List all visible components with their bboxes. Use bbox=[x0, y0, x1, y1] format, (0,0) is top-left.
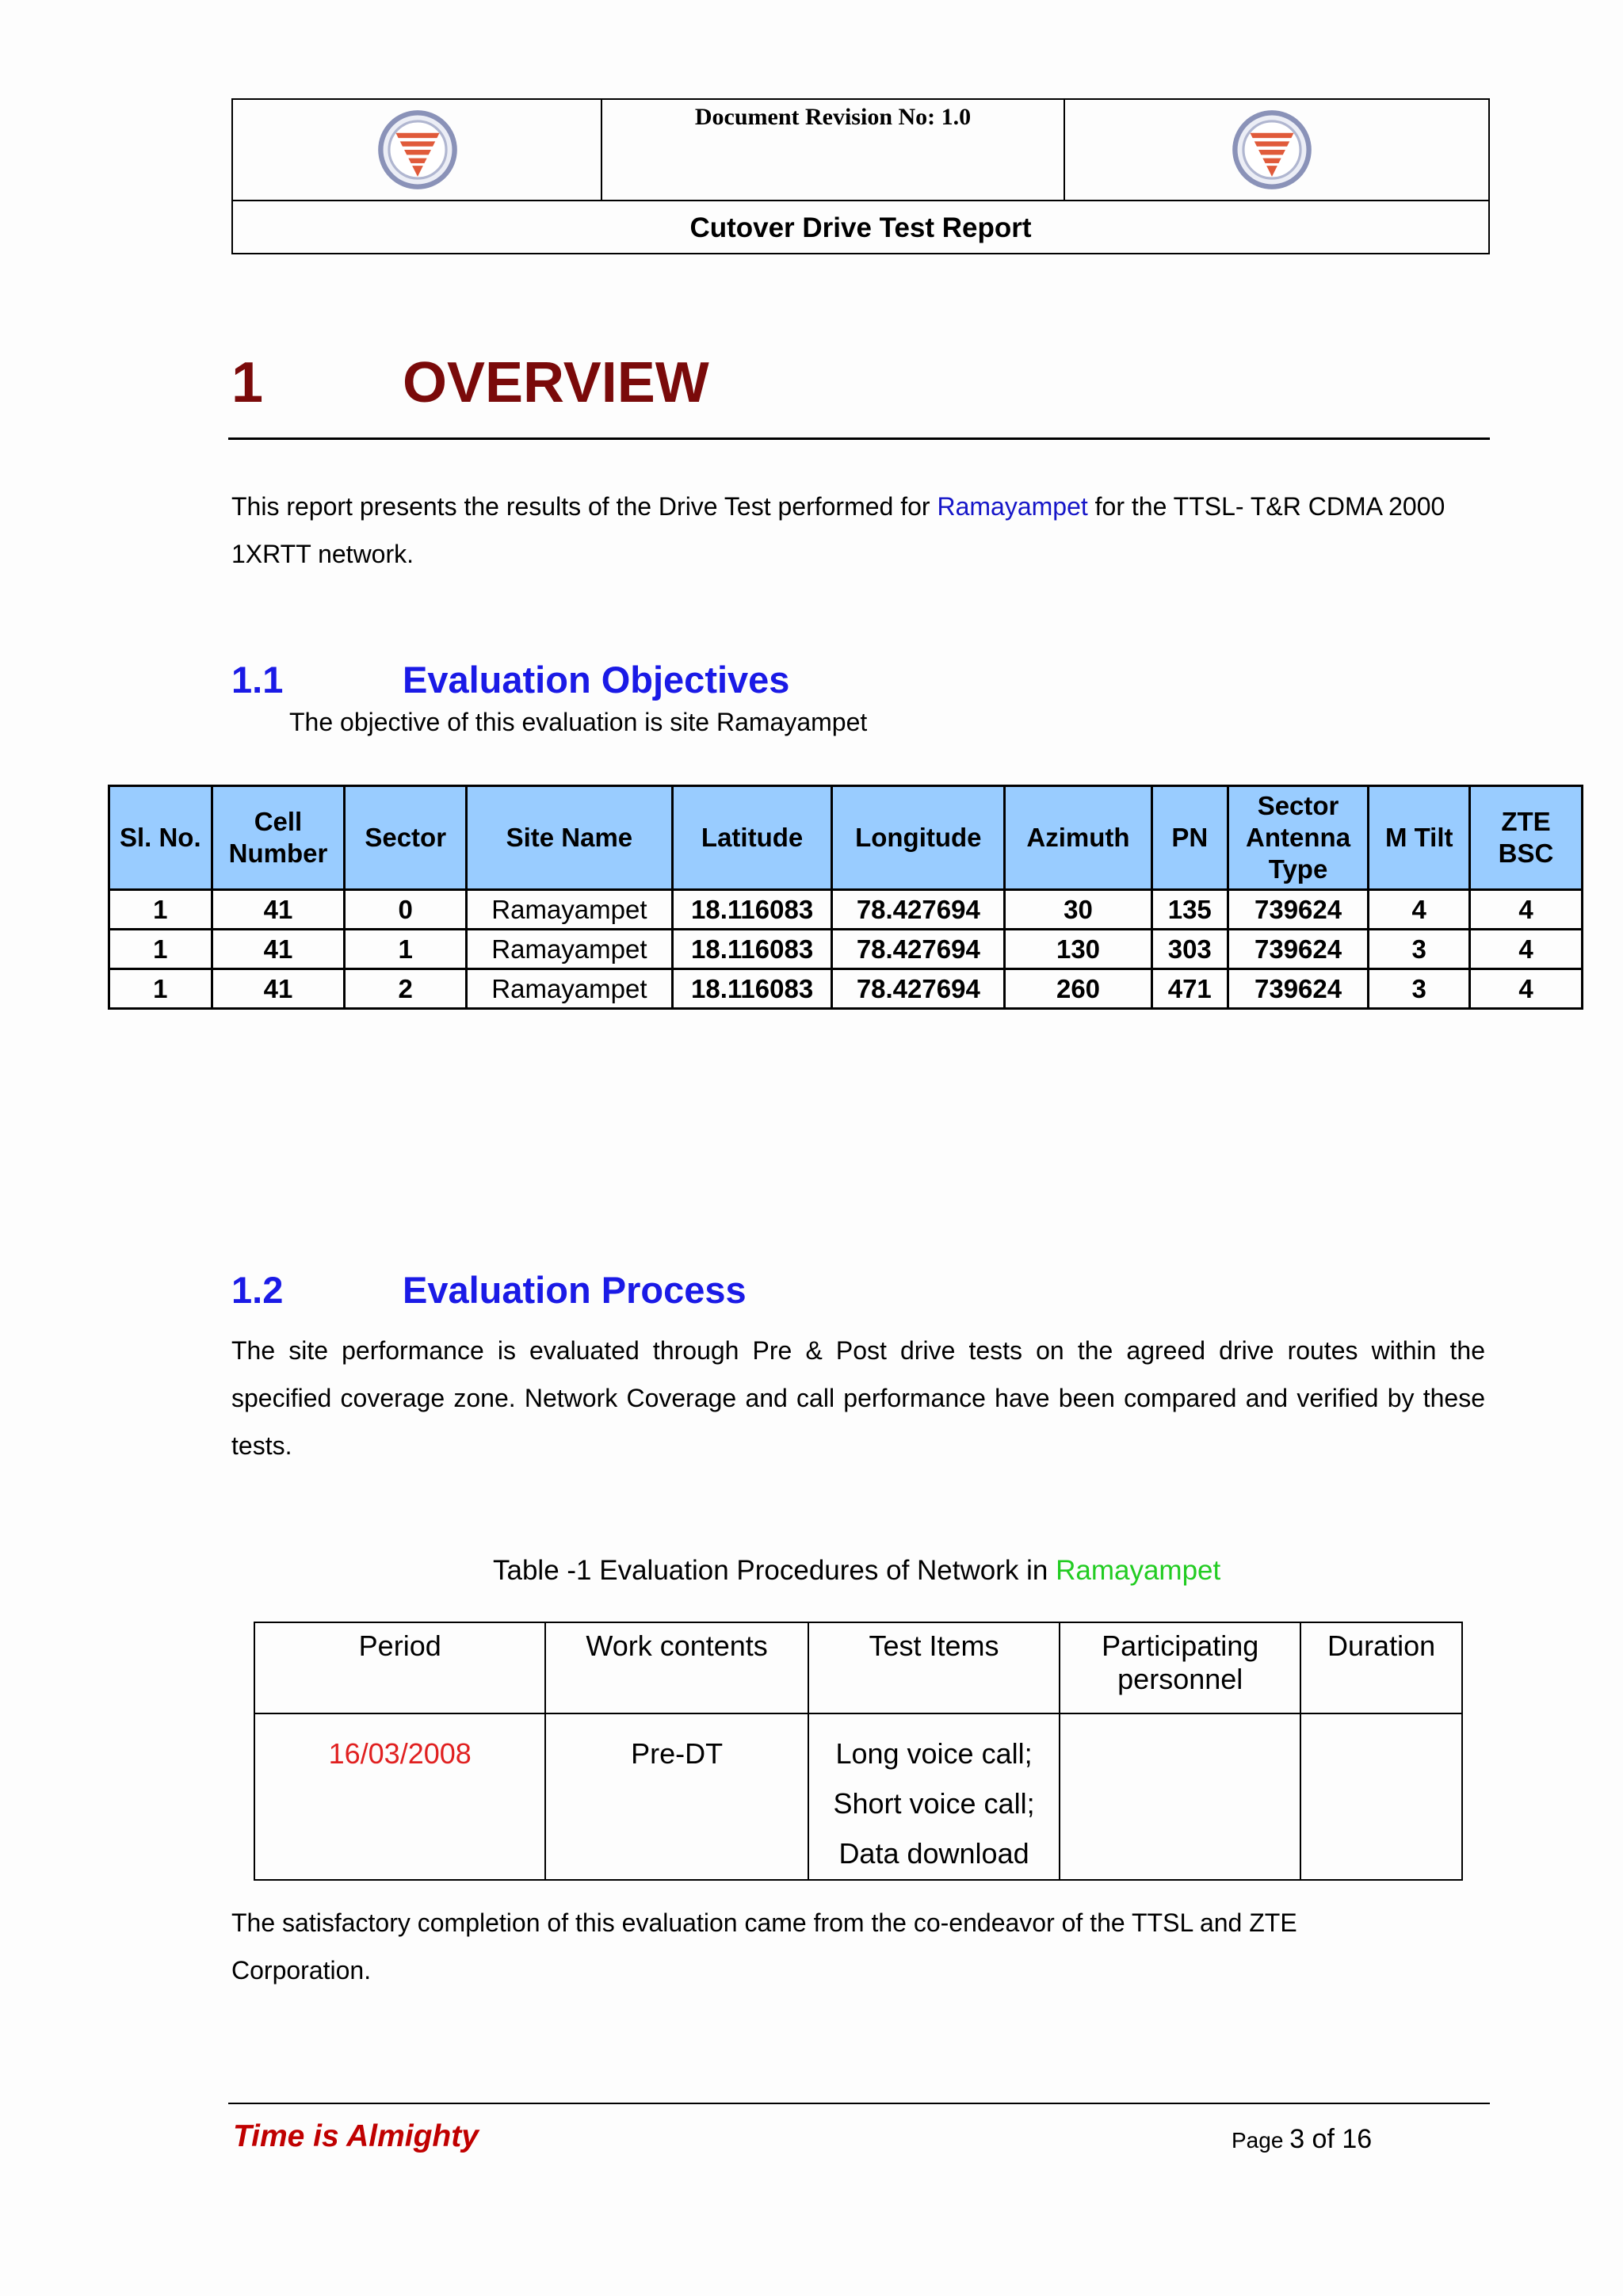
overview-text-end: for the TTSL- T&R CDMA 2000 bbox=[1087, 492, 1445, 521]
header-revision-cell bbox=[602, 100, 1065, 200]
section-1-title: OVERVIEW bbox=[403, 351, 709, 415]
overview-text-line2: 1XRTT network. bbox=[231, 540, 414, 568]
footer-divider bbox=[228, 2103, 1490, 2104]
test-item: Short voice call; bbox=[833, 1787, 1035, 1820]
page-label: Page bbox=[1232, 2128, 1284, 2153]
table-cell: 260 bbox=[1005, 969, 1152, 1009]
table-row bbox=[254, 1713, 1462, 1880]
column-header: Sl. No. bbox=[109, 786, 212, 890]
table-cell: 1 bbox=[345, 930, 467, 969]
page-number bbox=[1232, 2124, 1372, 2155]
column-header: Test Items bbox=[808, 1622, 1060, 1713]
table-cell: 3 bbox=[1369, 930, 1470, 969]
table-cell: 4 bbox=[1470, 930, 1583, 969]
table-cell: 18.116083 bbox=[672, 969, 832, 1009]
table-cell: 3 bbox=[1369, 969, 1470, 1009]
column-header: Participating personnel bbox=[1060, 1622, 1300, 1713]
column-header: ZTE BSC bbox=[1470, 786, 1583, 890]
column-header: Azimuth bbox=[1005, 786, 1152, 890]
company-logo-icon bbox=[1230, 108, 1314, 192]
table-cell: 1 bbox=[109, 890, 212, 930]
document-header bbox=[231, 98, 1490, 254]
section-1-2-title: Evaluation Process bbox=[403, 1269, 747, 1311]
column-header: Period bbox=[254, 1622, 545, 1713]
objective-text: The objective of this evaluation is site Ramayampet bbox=[289, 708, 868, 736]
table-cell: Ramayampet bbox=[467, 930, 673, 969]
table-cell: 0 bbox=[345, 890, 467, 930]
table-cell: 4 bbox=[1470, 969, 1583, 1009]
footer-motto: Time is Almighty bbox=[233, 2119, 479, 2153]
table-cell: 130 bbox=[1005, 930, 1152, 969]
column-header: PN bbox=[1151, 786, 1228, 890]
header-logo-cell-left bbox=[233, 100, 602, 200]
section-1-1-title: Evaluation Objectives bbox=[403, 659, 790, 701]
table-cell: 1 bbox=[109, 969, 212, 1009]
table-cell: 78.427694 bbox=[832, 890, 1005, 930]
column-header: Sector bbox=[345, 786, 467, 890]
table-cell: 18.116083 bbox=[672, 930, 832, 969]
table-cell: 78.427694 bbox=[832, 969, 1005, 1009]
site-parameters-table bbox=[108, 785, 1583, 1010]
column-header: Work contents bbox=[545, 1622, 808, 1713]
process-line-1: The site performance is evaluated through Pre & Post drive tests on the agreed drive routes within the bbox=[231, 1336, 1485, 1365]
column-header: Cell Number bbox=[212, 786, 345, 890]
evaluation-procedures-table bbox=[254, 1622, 1463, 1881]
table-cell: 1 bbox=[109, 930, 212, 969]
table-cell: 2 bbox=[345, 969, 467, 1009]
period-cell: 16/03/2008 bbox=[254, 1713, 545, 1880]
table-cell: 30 bbox=[1005, 890, 1152, 930]
work-contents-cell: Pre-DT bbox=[545, 1713, 808, 1880]
closing-line-2: Corporation. bbox=[231, 1956, 372, 1985]
overview-site-name: Ramayampet bbox=[937, 492, 1088, 521]
table-caption bbox=[493, 1555, 1220, 1587]
table-cell: 41 bbox=[212, 930, 345, 969]
table-cell: Ramayampet bbox=[467, 890, 673, 930]
table-cell: 78.427694 bbox=[832, 930, 1005, 969]
section-1-2-number: 1.2 bbox=[231, 1269, 284, 1311]
table-cell: 4 bbox=[1470, 890, 1583, 930]
test-items-cell bbox=[808, 1713, 1060, 1880]
caption-site-name: Ramayampet bbox=[1056, 1555, 1221, 1586]
overview-text: This report presents the results of the Drive Test performed for bbox=[231, 492, 938, 521]
page-count: 3 of 16 bbox=[1289, 2124, 1373, 2154]
column-header: Latitude bbox=[672, 786, 832, 890]
table-cell: 303 bbox=[1151, 930, 1228, 969]
closing-line-1: The satisfactory completion of this evaluation came from the co-endeavor of the TTSL and ZTE bbox=[231, 1908, 1297, 1937]
table-cell: 41 bbox=[212, 890, 345, 930]
table-header-row bbox=[109, 786, 1583, 890]
heading-divider bbox=[228, 437, 1490, 440]
header-logo-cell-right bbox=[1065, 100, 1490, 200]
table-cell: 41 bbox=[212, 969, 345, 1009]
table-cell: 739624 bbox=[1228, 930, 1369, 969]
table-cell: 4 bbox=[1369, 890, 1470, 930]
personnel-cell bbox=[1060, 1713, 1300, 1880]
company-logo-icon bbox=[376, 108, 460, 192]
process-line-3: tests. bbox=[231, 1431, 292, 1460]
table-cell: 18.116083 bbox=[672, 890, 832, 930]
table-cell: 739624 bbox=[1228, 969, 1369, 1009]
column-header: Longitude bbox=[832, 786, 1005, 890]
test-item: Data download bbox=[838, 1837, 1029, 1870]
column-header: Sector Antenna Type bbox=[1228, 786, 1369, 890]
table-cell: 471 bbox=[1151, 969, 1228, 1009]
table-cell: Ramayampet bbox=[467, 969, 673, 1009]
caption-text: Table -1 Evaluation Procedures of Network in bbox=[493, 1555, 1056, 1586]
table-cell: 739624 bbox=[1228, 890, 1369, 930]
test-item: Long voice call; bbox=[835, 1737, 1033, 1770]
table-cell: 135 bbox=[1151, 890, 1228, 930]
table-row bbox=[109, 969, 1583, 1009]
process-line-2: specified coverage zone. Network Coverage and call performance have been compared and verified by these bbox=[231, 1384, 1485, 1412]
section-1-1-number: 1.1 bbox=[231, 659, 284, 701]
document-title: Cutover Drive Test Report bbox=[689, 212, 1032, 243]
overview-paragraph bbox=[231, 483, 1445, 578]
table-row bbox=[109, 930, 1583, 969]
column-header: M Tilt bbox=[1369, 786, 1470, 890]
section-1-number: 1 bbox=[231, 351, 264, 415]
duration-cell bbox=[1300, 1713, 1462, 1880]
header-top-row bbox=[233, 100, 1488, 201]
document-revision: Document Revision No: 1.0 bbox=[694, 104, 972, 130]
column-header: Site Name bbox=[467, 786, 673, 890]
table-header-row bbox=[254, 1622, 1462, 1713]
table-row bbox=[109, 890, 1583, 930]
column-header: Duration bbox=[1300, 1622, 1462, 1713]
